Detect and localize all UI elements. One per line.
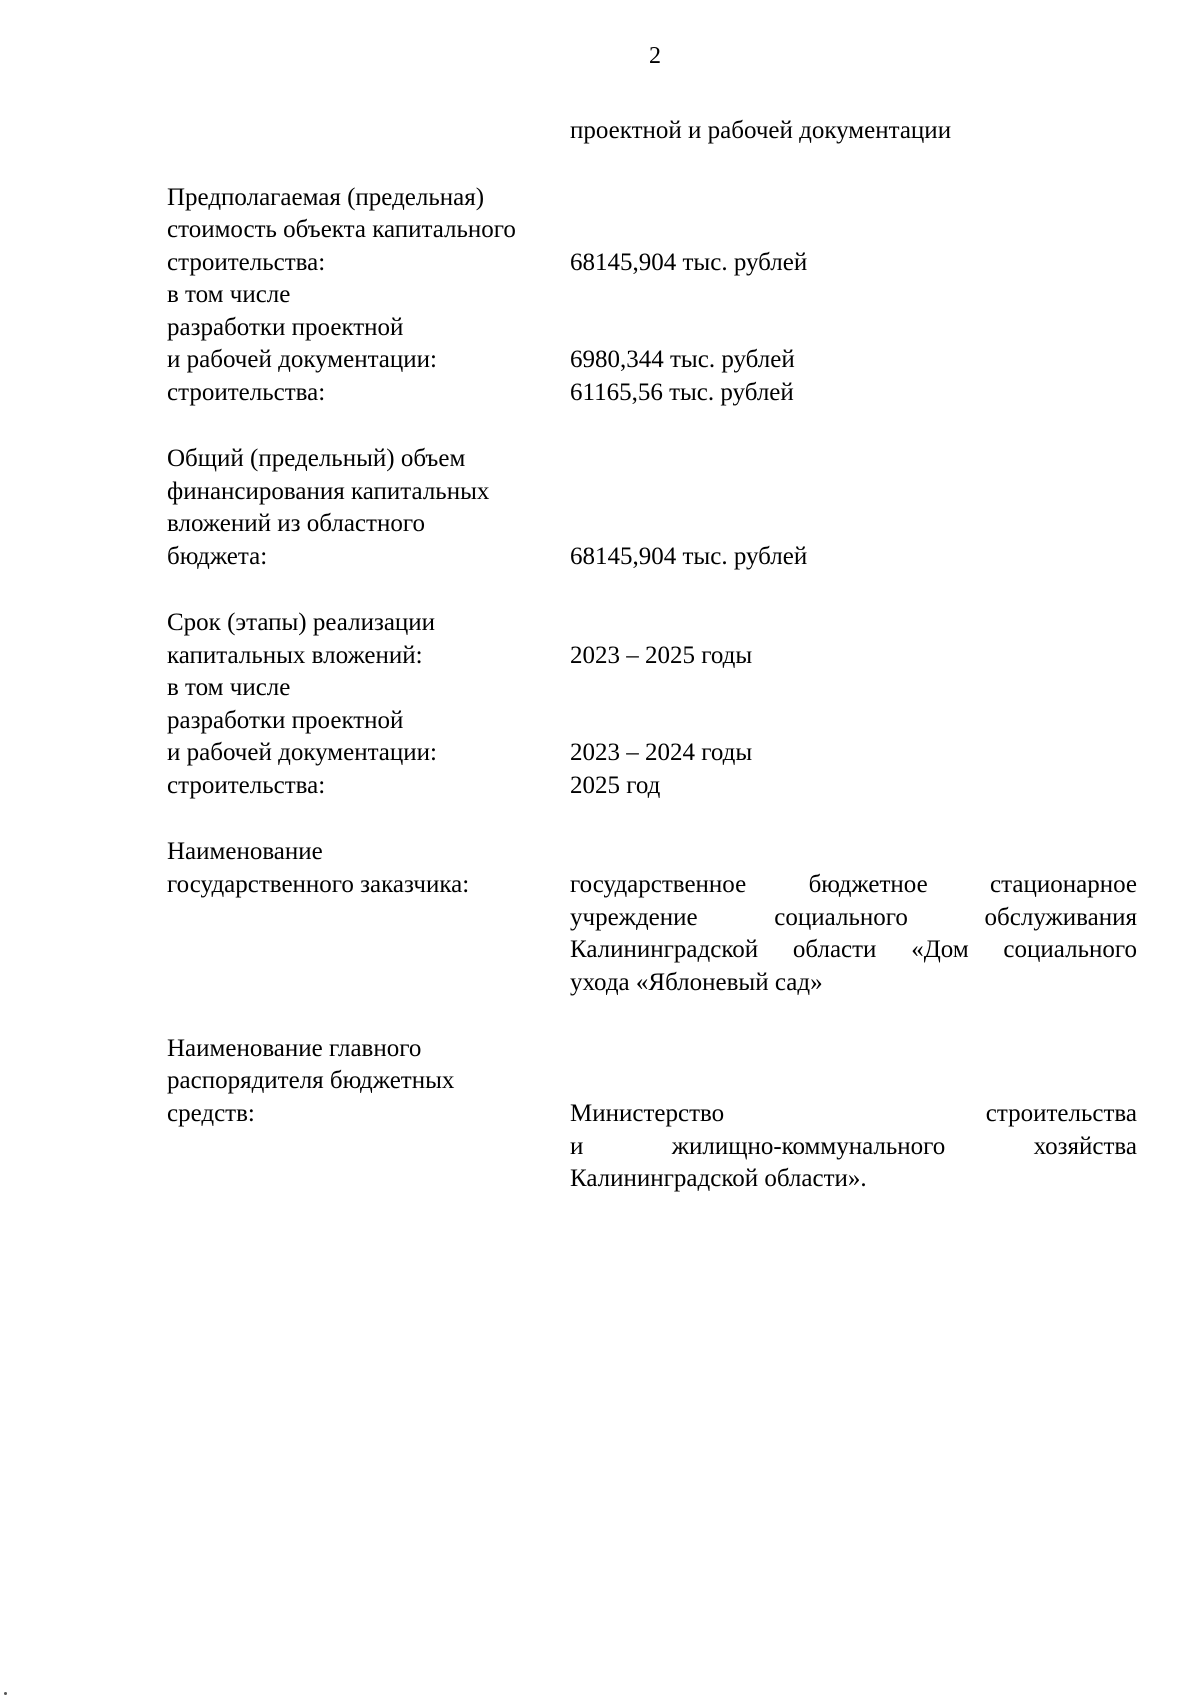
term-label-line: капитальных вложений: (167, 642, 423, 669)
term-design-value: 2023 – 2024 годы (570, 739, 753, 766)
financing-label-line: Общий (предельный) объем (167, 445, 466, 472)
administrator-value-line: Министерство строительства (570, 1100, 1137, 1127)
customer-value-line: Калининградской области «Дом социального (570, 936, 1137, 963)
administrator-value (570, 1098, 1137, 1196)
financing-value: 68145,904 тыс. рублей (570, 543, 808, 570)
administrator-label-line: средств: (167, 1100, 255, 1127)
cost-label-line: в том числе (167, 281, 291, 308)
cost-label-line: стоимость объекта капитального (167, 216, 516, 243)
cost-label-line: и рабочей документации: (167, 346, 437, 373)
financing-label-line: финансирования капитальных (167, 478, 490, 505)
term-label-line: в том числе (167, 674, 291, 701)
page-number: 2 (649, 43, 661, 69)
cost-label-line: разработки проектной (167, 314, 404, 341)
cost-construction-value: 61165,56 тыс. рублей (570, 379, 794, 406)
cost-design-value: 6980,344 тыс. рублей (570, 346, 795, 373)
cost-label-line: Предполагаемая (предельная) (167, 184, 485, 211)
term-label-line: и рабочей документации: (167, 739, 437, 766)
customer-value-line: государственное бюджетное стационарное (570, 871, 1137, 898)
cost-label-line: строительства: (167, 379, 326, 406)
financing-label-line: вложений из областного (167, 510, 425, 537)
customer-label-line: государственного заказчика: (167, 871, 470, 898)
financing-label-line: бюджета: (167, 543, 268, 570)
administrator-value-line: Калининградской области». (570, 1165, 867, 1192)
administrator-label-line: Наименование главного (167, 1035, 422, 1062)
administrator-label-line: распорядителя бюджетных (167, 1067, 455, 1094)
customer-value (570, 869, 1137, 999)
administrator-value-line: и жилищно-коммунального хозяйства (570, 1132, 1137, 1160)
scan-speck (4, 1692, 7, 1695)
cost-label-line: строительства: (167, 249, 326, 276)
continuation-line: проектной и рабочей документации (570, 117, 952, 144)
term-construction-value: 2025 год (570, 772, 661, 799)
term-label-line: Срок (этапы) реализации (167, 609, 436, 636)
customer-label-line: Наименование (167, 838, 323, 865)
term-label-line: разработки проектной (167, 707, 404, 734)
term-total-value: 2023 – 2025 годы (570, 642, 753, 669)
customer-value-line: учреждение социального обслуживания (570, 903, 1137, 931)
customer-value-line: ухода «Яблоневый сад» (570, 968, 823, 996)
term-label-line: строительства: (167, 772, 326, 799)
cost-total-value: 68145,904 тыс. рублей (570, 249, 808, 276)
